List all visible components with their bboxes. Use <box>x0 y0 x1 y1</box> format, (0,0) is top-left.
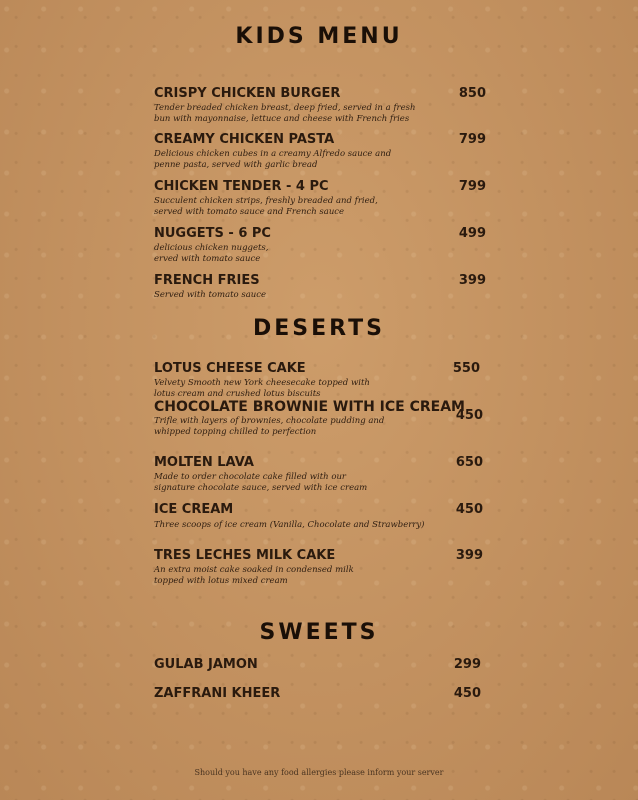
item-price: 799 <box>458 179 486 194</box>
item-name: CHOCOLATE BROWNIE WITH ICE CREAM <box>154 399 465 415</box>
menu-item-molten-lava <box>154 455 483 493</box>
item-description-line: Served with tomato sauce <box>154 290 267 300</box>
item-price: 650 <box>455 455 483 470</box>
menu-item-chicken-tender <box>154 179 486 217</box>
item-name: CRISPY CHICKEN BURGER <box>154 86 341 101</box>
item-description <box>154 149 486 170</box>
item-description <box>154 565 483 586</box>
menu-item-french-fries <box>154 273 486 301</box>
item-name: TRES LECHES MILK CAKE <box>154 548 336 563</box>
item-name: MOLTEN LAVA <box>154 455 254 470</box>
allergy-notice: Should you have any food allergies please inform your server <box>194 768 444 777</box>
menu-item-lotus-cheese-cake <box>154 361 480 399</box>
menu-item-nuggets <box>154 226 486 264</box>
item-price: 799 <box>458 132 486 147</box>
item-price: 399 <box>458 273 486 288</box>
menu-item-crispy-chicken-burger <box>154 86 486 124</box>
item-description-line: Velvety Smooth new York cheesecake topped with <box>154 378 370 388</box>
item-description-line: Succulent chicken strips, freshly breaded and fried, <box>154 196 378 206</box>
item-description <box>154 520 483 531</box>
item-description-line: Three scoops of ice cream (Vanilla, Chocolate and Strawberry) <box>154 520 425 530</box>
item-description <box>154 243 486 264</box>
item-name: ICE CREAM <box>154 502 234 517</box>
item-description-line: Delicious chicken cubes in a creamy Alfredo sauce and <box>154 149 392 159</box>
item-description-line: delicious chicken nuggets, <box>154 243 269 253</box>
item-name: NUGGETS - 6 PC <box>154 226 271 241</box>
item-description-line: lotus cream and crushed lotus biscuits <box>154 388 321 399</box>
item-price: 450 <box>455 408 483 423</box>
item-description-line: served with tomato sauce and French sauce <box>154 206 345 217</box>
item-name: LOTUS CHEESE CAKE <box>154 361 306 376</box>
item-description <box>154 290 486 301</box>
menu-item-zaffrani-kheer <box>154 686 481 702</box>
item-description-line: signature chocolate sauce, served with ice cream <box>154 482 368 493</box>
menu-item-chocolate-brownie <box>154 399 483 437</box>
item-description-line: penne pasta, served with garlic bread <box>154 159 318 170</box>
section-title-sweets: SWEETS <box>259 620 379 645</box>
item-description-line: An extra moist cake soaked in condensed milk <box>154 565 354 575</box>
item-description <box>154 196 486 217</box>
menu-item-tres-leches-milk-cake <box>154 548 483 586</box>
item-description <box>154 416 483 437</box>
item-price: 450 <box>455 502 483 517</box>
item-description <box>154 472 483 493</box>
item-price: 450 <box>453 686 481 701</box>
item-name: CREAMY CHICKEN PASTA <box>154 132 335 147</box>
item-price: 499 <box>458 226 486 241</box>
item-description-line: Trifle with layers of brownies, chocolate pudding and <box>154 416 385 426</box>
item-description-line: bun with mayonnaise, lettuce and cheese with French fries <box>154 113 410 124</box>
section-title-deserts: DESERTS <box>253 316 385 341</box>
item-description-line: whipped topping chilled to perfection <box>154 426 317 437</box>
menu-item-ice-cream <box>154 502 483 531</box>
item-price: 299 <box>453 657 481 672</box>
item-name: FRENCH FRIES <box>154 273 260 288</box>
section-title-kids-menu: KIDS MENU <box>235 24 403 49</box>
item-description-line: topped with lotus mixed cream <box>154 575 288 586</box>
menu-item-gulab-jamon <box>154 657 481 673</box>
item-price: 399 <box>455 548 483 563</box>
menu-item-creamy-chicken-pasta <box>154 132 486 170</box>
item-name: GULAB JAMON <box>154 657 258 672</box>
item-price: 850 <box>458 86 486 101</box>
item-price: 550 <box>452 361 480 376</box>
item-name: CHICKEN TENDER - 4 PC <box>154 179 329 194</box>
item-description <box>154 103 486 124</box>
item-description <box>154 378 480 399</box>
item-name: ZAFFRANI KHEER <box>154 686 281 701</box>
item-description-line: Tender breaded chicken breast, deep fried, served in a fresh <box>154 103 416 113</box>
item-description-line: Made to order chocolate cake filled with our <box>154 472 346 482</box>
item-description-line: erved with tomato sauce <box>154 253 261 264</box>
